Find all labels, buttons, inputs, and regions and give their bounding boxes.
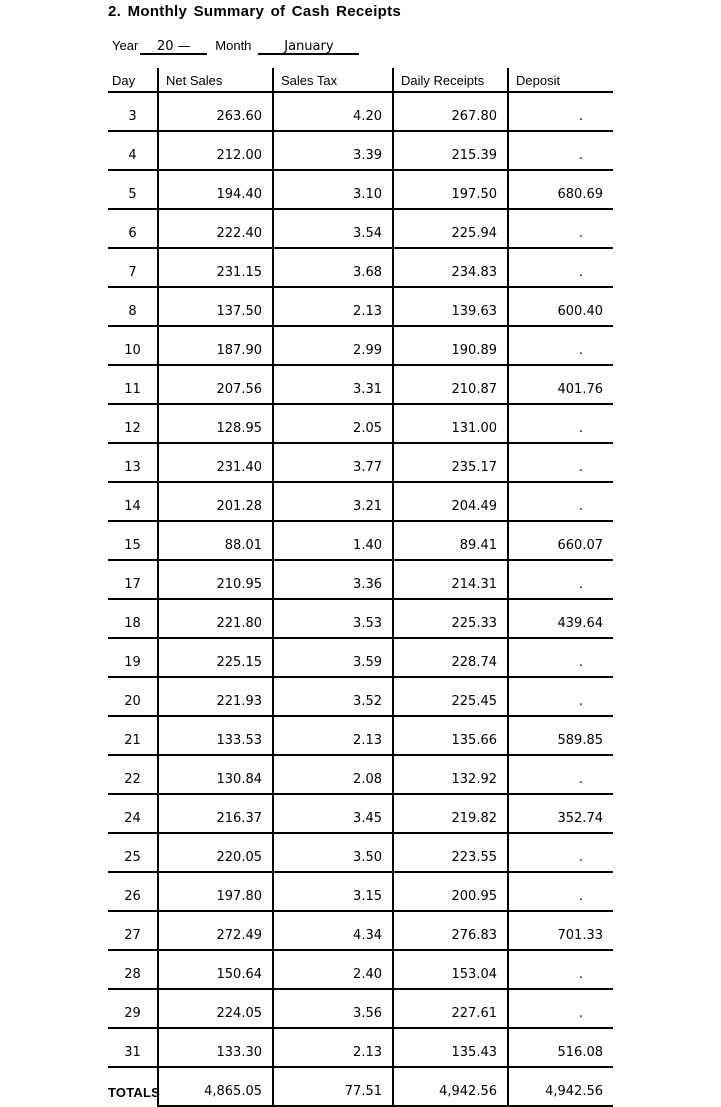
sales-tax-cell: 3.10 [273, 170, 393, 209]
net-sales-cell: 128.95 [158, 404, 273, 443]
net-sales-cell: 231.15 [158, 248, 273, 287]
deposit-cell: 439.64 [508, 599, 613, 638]
deposit-cell: . [508, 248, 613, 287]
totals-net-sales-value: 4,865.05 [158, 1067, 273, 1106]
table-row [108, 326, 613, 365]
totals-row [108, 1067, 613, 1106]
deposit-cell: . [508, 833, 613, 872]
deposit-cell: 401.76 [508, 365, 613, 404]
deposit-cell: 701.33 [508, 911, 613, 950]
net-sales-cell: 150.64 [158, 950, 273, 989]
table-row [108, 560, 613, 599]
daily-receipts-cell: 132.92 [393, 755, 508, 794]
month-value: January [284, 39, 334, 54]
daily-receipts-cell: 267.80 [393, 92, 508, 131]
daily-receipts-cell: 214.31 [393, 560, 508, 599]
table-row [108, 209, 613, 248]
table-row [108, 443, 613, 482]
sales-tax-cell: 3.68 [273, 248, 393, 287]
net-sales-cell: 88.01 [158, 521, 273, 560]
daily-receipts-cell: 219.82 [393, 794, 508, 833]
daily-receipts-cell: 223.55 [393, 833, 508, 872]
daily-receipts-cell: 204.49 [393, 482, 508, 521]
table-row [108, 1028, 613, 1067]
table-row [108, 92, 613, 131]
day-cell: 11 [108, 365, 158, 404]
day-cell: 12 [108, 404, 158, 443]
sales-tax-cell: 3.15 [273, 872, 393, 911]
day-cell: 20 [108, 677, 158, 716]
sales-tax-cell: 2.40 [273, 950, 393, 989]
daily-receipts-cell: 215.39 [393, 131, 508, 170]
net-sales-cell: 231.40 [158, 443, 273, 482]
day-cell: 28 [108, 950, 158, 989]
day-cell: 6 [108, 209, 158, 248]
net-sales-cell: 222.40 [158, 209, 273, 248]
sales-tax-cell: 2.05 [273, 404, 393, 443]
net-sales-cell: 201.28 [158, 482, 273, 521]
deposit-cell: 680.69 [508, 170, 613, 209]
net-sales-cell: 221.80 [158, 599, 273, 638]
net-sales-cell: 272.49 [158, 911, 273, 950]
table-row [108, 911, 613, 950]
table-row [108, 287, 613, 326]
day-cell: 27 [108, 911, 158, 950]
table-header-row [108, 68, 613, 92]
sales-tax-cell: 3.56 [273, 989, 393, 1028]
sales-tax-cell: 2.08 [273, 755, 393, 794]
sales-tax-cell: 4.34 [273, 911, 393, 950]
totals-sales-tax-value: 77.51 [273, 1067, 393, 1106]
sales-tax-cell: 3.31 [273, 365, 393, 404]
table-row [108, 872, 613, 911]
net-sales-cell: 224.05 [158, 989, 273, 1028]
sales-tax-cell: 2.13 [273, 287, 393, 326]
table-row [108, 755, 613, 794]
daily-receipts-cell: 135.66 [393, 716, 508, 755]
day-cell: 10 [108, 326, 158, 365]
daily-receipts-cell: 210.87 [393, 365, 508, 404]
day-cell: 4 [108, 131, 158, 170]
day-cell: 26 [108, 872, 158, 911]
deposit-cell: 589.85 [508, 716, 613, 755]
day-cell: 5 [108, 170, 158, 209]
deposit-cell: 352.74 [508, 794, 613, 833]
daily-receipts-cell: 225.45 [393, 677, 508, 716]
day-cell: 15 [108, 521, 158, 560]
year-field [140, 37, 207, 55]
deposit-cell: . [508, 326, 613, 365]
page-title: 2. Monthly Summary of Cash Receipts [108, 3, 402, 20]
table-row [108, 599, 613, 638]
day-cell: 17 [108, 560, 158, 599]
totals-deposit-value: 4,942.56 [508, 1067, 613, 1106]
net-sales-cell: 194.40 [158, 170, 273, 209]
totals-label: TOTALS [108, 1067, 158, 1106]
daily-receipts-cell: 153.04 [393, 950, 508, 989]
net-sales-cell: 212.00 [158, 131, 273, 170]
deposit-cell: . [508, 677, 613, 716]
column-header-deposit: Deposit [508, 68, 613, 92]
sales-tax-cell: 1.40 [273, 521, 393, 560]
table-row [108, 404, 613, 443]
table-row [108, 521, 613, 560]
day-cell: 19 [108, 638, 158, 677]
net-sales-cell: 207.56 [158, 365, 273, 404]
table-row [108, 794, 613, 833]
net-sales-cell: 133.30 [158, 1028, 273, 1067]
sales-tax-cell: 3.59 [273, 638, 393, 677]
sales-tax-cell: 2.13 [273, 716, 393, 755]
day-cell: 31 [108, 1028, 158, 1067]
year-month-row [112, 33, 359, 55]
daily-receipts-cell: 235.17 [393, 443, 508, 482]
sales-tax-cell: 2.13 [273, 1028, 393, 1067]
sales-tax-cell: 3.52 [273, 677, 393, 716]
totals-daily-receipts-value: 4,942.56 [393, 1067, 508, 1106]
deposit-cell: . [508, 755, 613, 794]
net-sales-cell: 130.84 [158, 755, 273, 794]
net-sales-cell: 210.95 [158, 560, 273, 599]
deposit-cell: 600.40 [508, 287, 613, 326]
day-cell: 8 [108, 287, 158, 326]
day-cell: 18 [108, 599, 158, 638]
net-sales-cell: 225.15 [158, 638, 273, 677]
net-sales-cell: 216.37 [158, 794, 273, 833]
day-cell: 7 [108, 248, 158, 287]
column-header-sales-tax: Sales Tax [273, 68, 393, 92]
column-header-net-sales: Net Sales [158, 68, 273, 92]
deposit-cell: . [508, 560, 613, 599]
deposit-cell: . [508, 131, 613, 170]
table-row [108, 638, 613, 677]
sales-tax-cell: 3.45 [273, 794, 393, 833]
table-row [108, 248, 613, 287]
daily-receipts-cell: 197.50 [393, 170, 508, 209]
daily-receipts-cell: 227.61 [393, 989, 508, 1028]
deposit-cell: . [508, 209, 613, 248]
daily-receipts-cell: 200.95 [393, 872, 508, 911]
deposit-cell: . [508, 872, 613, 911]
deposit-cell: . [508, 482, 613, 521]
net-sales-cell: 197.80 [158, 872, 273, 911]
table-row [108, 482, 613, 521]
table-row [108, 365, 613, 404]
day-cell: 21 [108, 716, 158, 755]
sales-tax-cell: 3.21 [273, 482, 393, 521]
table-row [108, 677, 613, 716]
deposit-cell: . [508, 950, 613, 989]
deposit-cell: 660.07 [508, 521, 613, 560]
deposit-cell: . [508, 989, 613, 1028]
year-value: 20 — [156, 39, 191, 54]
deposit-cell: 516.08 [508, 1028, 613, 1067]
table-row [108, 170, 613, 209]
day-cell: 24 [108, 794, 158, 833]
daily-receipts-cell: 190.89 [393, 326, 508, 365]
table-row [108, 989, 613, 1028]
net-sales-cell: 221.93 [158, 677, 273, 716]
sales-tax-cell: 3.54 [273, 209, 393, 248]
daily-receipts-cell: 234.83 [393, 248, 508, 287]
sales-tax-cell: 3.77 [273, 443, 393, 482]
daily-receipts-cell: 276.83 [393, 911, 508, 950]
table-row [108, 131, 613, 170]
daily-receipts-cell: 228.74 [393, 638, 508, 677]
net-sales-cell: 220.05 [158, 833, 273, 872]
sales-tax-cell: 3.53 [273, 599, 393, 638]
table-row [108, 950, 613, 989]
daily-receipts-cell: 225.33 [393, 599, 508, 638]
day-cell: 29 [108, 989, 158, 1028]
daily-receipts-cell: 89.41 [393, 521, 508, 560]
net-sales-cell: 137.50 [158, 287, 273, 326]
daily-receipts-cell: 135.43 [393, 1028, 508, 1067]
sales-tax-cell: 3.50 [273, 833, 393, 872]
daily-receipts-cell: 139.63 [393, 287, 508, 326]
day-cell: 13 [108, 443, 158, 482]
net-sales-cell: 263.60 [158, 92, 273, 131]
sales-tax-cell: 3.39 [273, 131, 393, 170]
month-field [258, 37, 359, 55]
net-sales-cell: 187.90 [158, 326, 273, 365]
table-row [108, 716, 613, 755]
deposit-cell: . [508, 404, 613, 443]
deposit-cell: . [508, 92, 613, 131]
year-label: Year [112, 38, 139, 53]
sales-tax-cell: 4.20 [273, 92, 393, 131]
day-cell: 14 [108, 482, 158, 521]
column-header-daily-receipts: Daily Receipts [393, 68, 508, 92]
daily-receipts-cell: 225.94 [393, 209, 508, 248]
deposit-cell: . [508, 443, 613, 482]
cash-receipts-table [108, 68, 613, 1107]
day-cell: 25 [108, 833, 158, 872]
day-cell: 22 [108, 755, 158, 794]
sales-tax-cell: 3.36 [273, 560, 393, 599]
sales-tax-cell: 2.99 [273, 326, 393, 365]
table-row [108, 833, 613, 872]
deposit-cell: . [508, 638, 613, 677]
day-cell: 3 [108, 92, 158, 131]
column-header-day: Day [108, 68, 158, 92]
month-label: Month [215, 38, 252, 53]
daily-receipts-cell: 131.00 [393, 404, 508, 443]
net-sales-cell: 133.53 [158, 716, 273, 755]
